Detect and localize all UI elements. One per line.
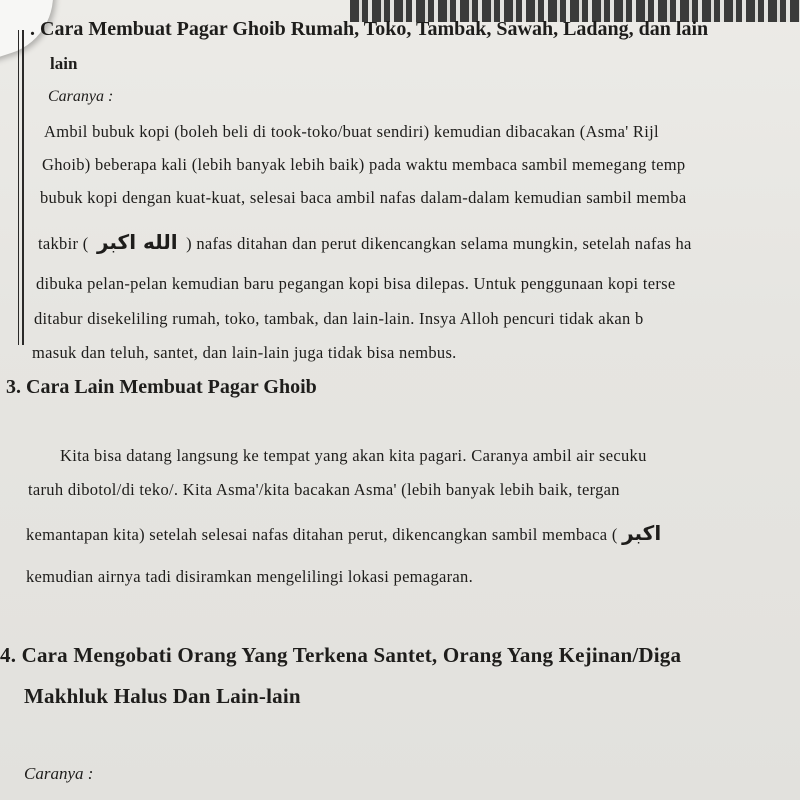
arabic-akbar: اكبر	[622, 521, 662, 545]
section-3-line-1: Kita bisa datang langsung ke tempat yang akan kita pagari. Caranya ambil air secuku	[60, 446, 647, 465]
margin-rule-inner	[18, 30, 19, 345]
section-2-line-7: masuk dan teluh, santet, dan lain-lain juga tidak bisa nembus.	[32, 343, 457, 362]
section-2-line-3: bubuk kopi dengan kuat-kuat, selesai baca ambil nafas dalam-dalam kemudian sambil memba	[40, 188, 687, 207]
section-3-line-4: kemudian airnya tadi disiramkan mengelilingi lokasi pemagaran.	[26, 567, 474, 586]
section-2-line-1: Ambil bubuk kopi (boleh beli di took-toko/buat sendiri) kemudian dibacakan (Asma' Rijl	[44, 122, 659, 141]
section-3-title: 3. Cara Lain Membuat Pagar Ghoib	[6, 376, 317, 398]
section-2-line-2: Ghoib) beberapa kali (lebih banyak lebih baik) pada waktu membaca sambil memegang temp	[42, 155, 686, 174]
arabic-takbir: الله اكبر	[96, 230, 178, 254]
section-4-title-cont: Makhluk Halus Dan Lain-lain	[24, 684, 301, 708]
section-4-caranya: Caranya :	[24, 764, 94, 783]
section-2-line-5: dibuka pelan-pelan kemudian baru pegangan kopi bisa dilepas. Untuk penggunaan kopi terse	[36, 274, 676, 293]
section-3-line-3	[26, 521, 661, 545]
margin-rule	[22, 30, 24, 345]
takbir-label: takbir (	[38, 234, 89, 253]
section-2-caranya: Caranya :	[48, 88, 114, 105]
takbir-rest: ) nafas ditahan dan perut dikencangkan selama mungkin, setelah nafas ha	[186, 234, 692, 253]
section-2-line-6: ditabur disekeliling rumah, toko, tambak, dan lain-lain. Insya Alloh pencuri tidak akan b	[34, 309, 644, 328]
section-4-title: 4. Cara Mengobati Orang Yang Terkena Santet, Orang Yang Kejinan/Diga	[0, 643, 682, 667]
section-3-line-3-text: kemantapan kita) setelah selesai nafas ditahan perut, dikencangkan sambil membaca (	[26, 525, 618, 544]
section-2-title-cont: lain	[50, 54, 78, 73]
section-2-title: . Cara Membuat Pagar Ghoib Rumah, Toko, Tambak, Sawah, Ladang, dan lain	[30, 18, 709, 40]
section-3-line-2: taruh dibotol/di teko/. Kita Asma'/kita bacakan Asma' (lebih banyak lebih baik, tergan	[28, 480, 620, 499]
section-2-line-4	[38, 230, 692, 254]
